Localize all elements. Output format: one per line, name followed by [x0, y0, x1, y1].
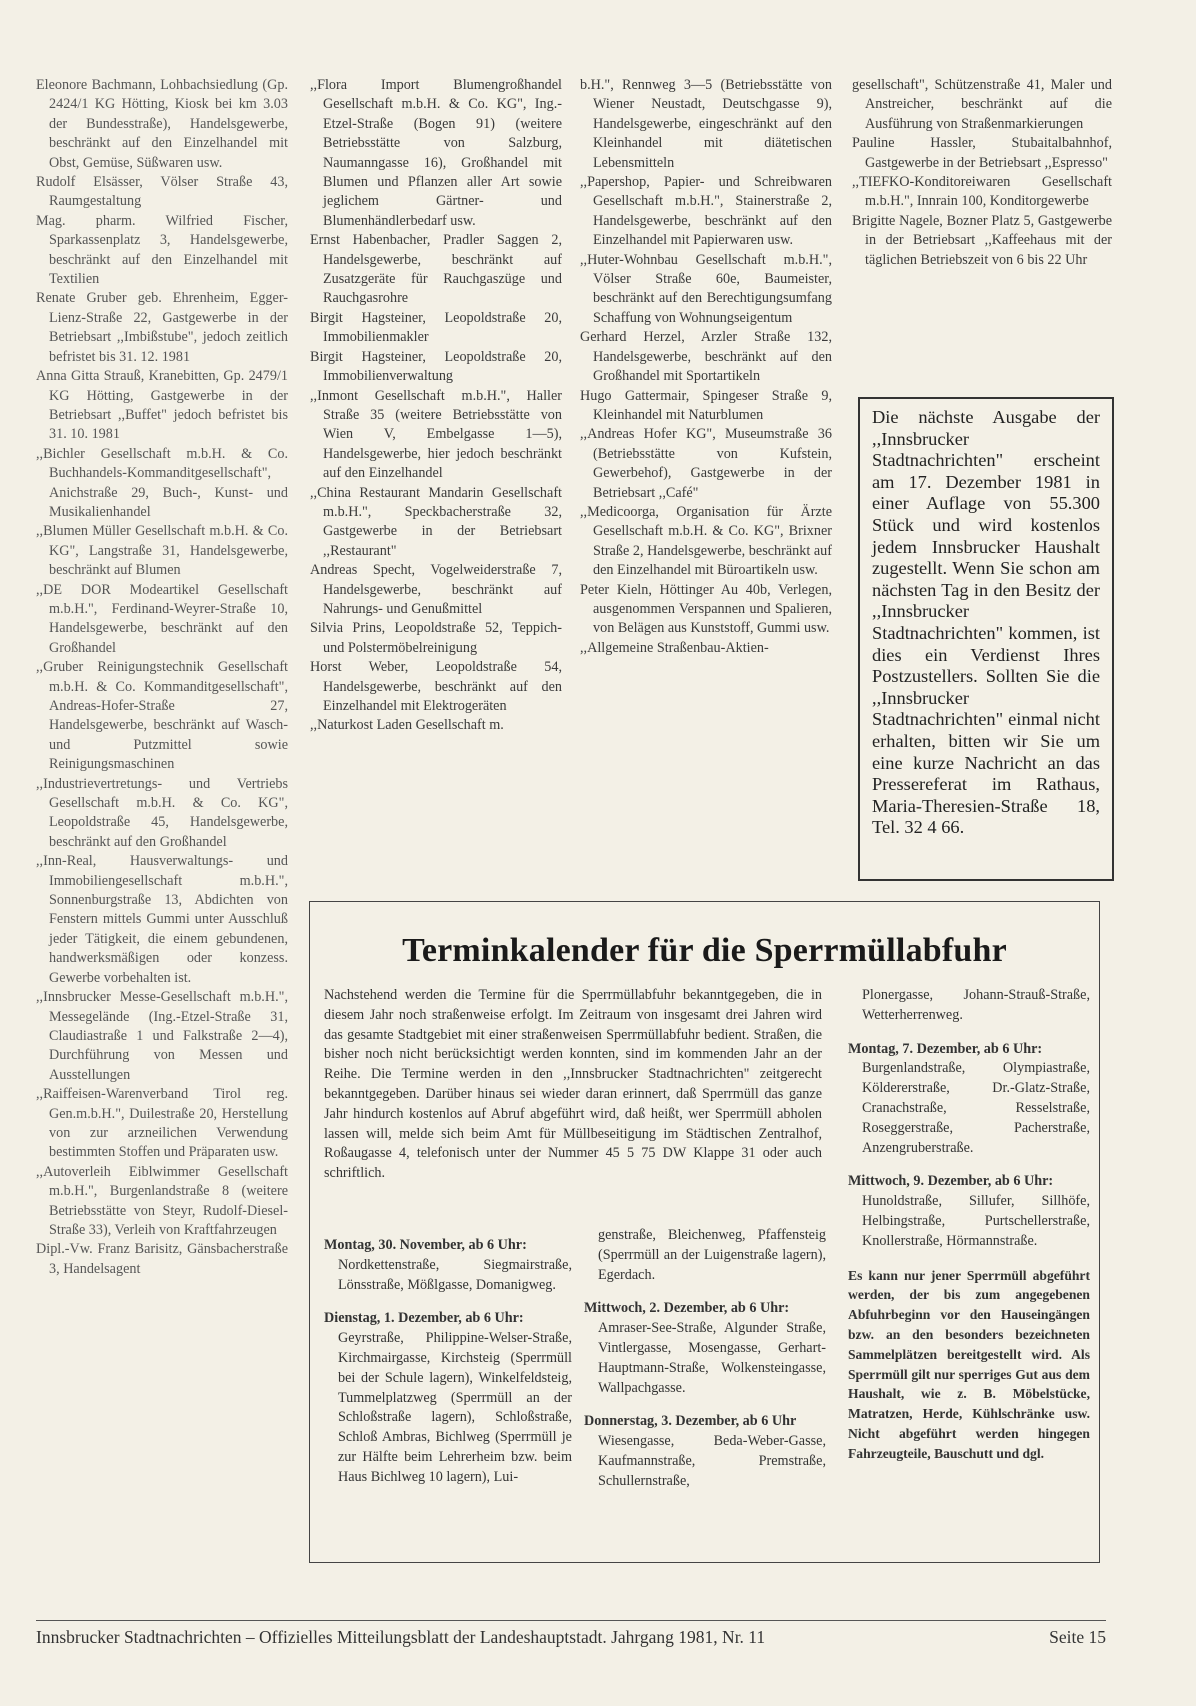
- schedule-monday-30: [324, 1236, 572, 1295]
- column-3-registrations: [580, 76, 832, 658]
- schedule-streets: Nordkettenstraße, Siegmairstraße, Lönsstraße, Mößlgasse, Domanigweg.: [338, 1256, 572, 1293]
- entry: Rudolf Elsässer, Völser Straße 43, Raumgestaltung: [36, 174, 288, 210]
- calendar-intro-text: Nachstehend werden die Termine für die Sperrmüllabfuhr bekanntgegeben, die in diesem Jahr noch straßenweise erfolgt. Im Zeitraum von insgesamt drei Jahren wird das gesamte Stadtgebiet mit einer straßenweisen Sperrmüllabfuhr bedient. Straßen, die bisher noch nicht berücksichtigt werden konnten, sind im kommenden Jahr an der Reihe. Die Termine werden in den ,,Innsbrucker Stadtnachrichten" zeitgerecht bekanntgegeben. Darüber hinaus sei wieder daran erinnert, daß Sperrmüll das ganze Jahr hindurch kostenlos auf Abruf abgeführt wird, daß heißt, wer Sperrmüll abholen lassen will, melde sich beim Amt für Müllbeseitigung im Städtischen Zentralhof, Roßaugasse 4, telefonisch unter der Nummer 45 5 75 DW Klappe 31 oder auch schriftlich.: [324, 987, 822, 1182]
- schedule-day-heading: Montag, 30. November, ab 6 Uhr:: [324, 1237, 527, 1253]
- calendar-intro: [324, 986, 822, 1184]
- entry: ,,Inmont Gesellschaft m.b.H.", Haller Straße 35 (weitere Betriebsstätte von Wien V, Embelgasse 1—5), Handelsgewerbe, hier jedoch beschränkt auf den Einzelhandel: [310, 387, 562, 482]
- entry: Birgit Hagsteiner, Leopoldstraße 20, Immobilienmakler: [310, 309, 562, 346]
- schedule-thursday-3: [584, 1412, 826, 1491]
- entry: Silvia Prins, Leopoldstraße 52, Teppich- und Polstermöbelreinigung: [310, 620, 562, 656]
- schedule-day-heading: Montag, 7. Dezember, ab 6 Uhr:: [848, 1040, 1043, 1057]
- schedule-streets: Hunoldstraße, Sillufer, Sillhöfe, Helbingstraße, Purtschellerstraße, Knollerstraße, Hörmannstraße.: [862, 1193, 1090, 1249]
- calendar-column-middle: [584, 1226, 826, 1506]
- entry: ,,Huter-Wohnbau Gesellschaft m.b.H.", Völser Straße 60e, Baumeister, beschränkt auf den Berechtigungsumfang Schaffung von Wohnungseigentum: [580, 251, 832, 326]
- entry: b.H.", Rennweg 3—5 (Betriebsstätte von Wiener Neustadt, Deutschgasse 9), Handelsgewerbe, eingeschränkt auf den Kleinhandel mit diätetischen Lebensmitteln: [580, 77, 832, 171]
- entry: Renate Gruber geb. Ehrenheim, Egger-Lienz-Straße 22, Gastgewerbe in der Betriebsart ,,Imbißstube", jedoch zeitlich befristet bis 31. 12. 1981: [36, 290, 288, 365]
- entry: Horst Weber, Leopoldstraße 54, Handelsgewerbe, beschränkt auf den Einzelhandel mit Elektrogeräten: [310, 659, 562, 714]
- schedule-streets: Wiesengasse, Beda-Weber-Gasse, Kaufmannstraße, Premstraße, Schullernstraße,: [598, 1433, 826, 1489]
- entry: Hugo Gattermair, Spingeser Straße 9, Kleinhandel mit Naturblumen: [580, 387, 832, 423]
- schedule-streets: genstraße, Bleichenweg, Pfaffensteig (Sperrmüll an der Luigenstraße lagern), Egerdach.: [598, 1227, 826, 1283]
- schedule-streets: Burgenlandstraße, Olympiastraße, Köldererstraße, Dr.-Glatz-Straße, Cranachstraße, Resselstraße, Roseggerstraße, Pacherstraße, Anzengruberstraße.: [862, 1060, 1090, 1156]
- schedule-tuesday-1: [324, 1309, 572, 1487]
- column-1-registrations: [36, 76, 288, 1279]
- entry: Anna Gitta Strauß, Kranebitten, Gp. 2479/1 KG Hötting, Gastgewerbe in der Betriebsart ,,Buffet" jedoch befristet bis 31. 10. 1981: [36, 368, 288, 443]
- entry: Gerhard Herzel, Arzler Straße 132, Handelsgewerbe, beschränkt auf den Großhandel mit Sportartikeln: [580, 329, 832, 385]
- bulky-waste-warning: Es kann nur jener Sperrmüll abgeführt werden, der bis zum angegebenen Abfuhrbeginn vor den Hauseingängen bzw. an den besonders bezeichneten Sammelplätzen bereitgestellt wird. Als Sperrmüll gilt nur sperriges Gut aus dem Haushalt, wie z. B. Möbelstücke, Matratzen, Herde, Kühlschränke usw. Nicht abgeführt werden hingegen Fahrzeugteile, Bauschutt und dgl.: [848, 1267, 1090, 1461]
- entry: ,,Naturkost Laden Gesellschaft m.: [310, 717, 504, 734]
- next-issue-notice-text: Die nächste Ausgabe der ,,Innsbrucker Stadtnachrichten" erscheint am 17. Dezember 1981 in einer Auflage von 55.300 Stück und wird kostenlos jedem Innsbrucker Haushalt zugestellt. Wenn Sie schon am nächsten Tag in den Besitz der ,,Innsbrucker Stadtnachrichten" kommen, ist dies ein Verdienst Ihres Postzustellers. Sollten Sie die ,,Innsbrucker Stadtnachrichten" einmal nicht erhalten, bitten wir Sie um eine kurze Nachricht an das Pressereferat im Rathaus, Maria-Theresien-Straße 18, Tel. 32 4 66.: [872, 407, 1100, 838]
- schedule-day-heading: Donnerstag, 3. Dezember, ab 6 Uhr: [584, 1413, 797, 1430]
- entry: Birgit Hagsteiner, Leopoldstraße 20, Immobilienverwaltung: [310, 348, 562, 385]
- entry: Pauline Hassler, Stubaitalbahnhof, Gastgewerbe in der Betriebsart ,,Espresso": [852, 135, 1112, 171]
- entry: ,,Autoverleih Eiblwimmer Gesellschaft m.b.H.", Burgenlandstraße 8 (weitere Betriebsstätte von Steyr, Rudolf-Diesel-Straße 33), Verleih von Kraftfahrzeugen: [36, 1163, 288, 1238]
- column-4-registrations: [852, 76, 1112, 270]
- entry: ,,Andreas Hofer KG", Museumstraße 36 (Betriebsstätte von Kufstein, Gewerbehof), Gastgewerbe in der Betriebsart ,,Café": [580, 426, 832, 501]
- next-issue-notice-box: [858, 397, 1114, 881]
- calendar-title: Terminkalender für die Sperrmüllabfuhr: [402, 932, 1007, 969]
- schedule-wednesday-2: [584, 1299, 826, 1398]
- schedule-thursday-3-continued: [848, 986, 1090, 1026]
- entry: ,,Innsbrucker Messe-Gesellschaft m.b.H.", Messegelände (Ing.-Etzel-Straße 31, Claudiastraße 1 und Falkstraße 2—4), Durchführung von Messen und Ausstellungen: [36, 989, 288, 1083]
- entry: ,,Bichler Gesellschaft m.b.H. & Co. Buchhandels-Kommanditgesellschaft", Anichstraße 29, Buch-, Kunst- und Musikalienhandel: [36, 445, 288, 520]
- schedule-day-heading: Mittwoch, 2. Dezember, ab 6 Uhr:: [584, 1300, 790, 1317]
- entry: Eleonore Bachmann, Lohbachsiedlung (Gp. 2424/1 KG Hötting, Kiosk bei km 3.03 der Bundesstraße), Handelsgewerbe, beschränkt auf den Einzelhandel mit Obst, Gemüse, Süßwaren usw.: [36, 77, 288, 171]
- schedule-wednesday-9: [848, 1172, 1090, 1251]
- schedule-streets: Amraser-See-Straße, Algunder Straße, Vintlergasse, Mosengasse, Gerhart-Hauptmann-Straße, Wolkensteingasse, Wallpachgasse.: [598, 1320, 826, 1396]
- entry: ,,Papershop, Papier- und Schreibwaren Gesellschaft m.b.H.", Stainerstraße 2, Handelsgewerbe, beschränkt auf den Einzelhandel mit Papierwaren usw.: [580, 174, 832, 249]
- entry: Dipl.-Vw. Franz Barisitz, Gänsbacherstraße 3, Handelsagent: [36, 1241, 288, 1277]
- page-number: Seite 15: [1049, 1627, 1106, 1647]
- schedule-tuesday-1-continued: [584, 1226, 826, 1285]
- schedule-day-heading: Mittwoch, 9. Dezember, ab 6 Uhr:: [848, 1173, 1054, 1190]
- schedule-day-heading: Dienstag, 1. Dezember, ab 6 Uhr:: [324, 1310, 524, 1327]
- entry: Brigitte Nagele, Bozner Platz 5, Gastgewerbe in der Betriebsart ,,Kaffeehaus mit der täglichen Betriebszeit von 6 bis 22 Uhr: [852, 212, 1112, 268]
- calendar-column-left: [324, 1226, 572, 1502]
- entry: Andreas Specht, Vogelweiderstraße 7, Handelsgewerbe, beschränkt auf Nahrungs- und Genußmittel: [310, 562, 562, 617]
- entry: ,,China Restaurant Mandarin Gesellschaft m.b.H.", Speckbacherstraße 32, Gastgewerbe in der Betriebsart ,,Restaurant": [310, 484, 562, 559]
- entry: ,,Industrievertretungs- und Vertriebs Gesellschaft m.b.H. & Co. KG", Leopoldstraße 45, Handelsgewerbe, beschränkt auf den Großhandel: [36, 775, 288, 850]
- entry: Ernst Habenbacher, Pradler Saggen 2, Handelsgewerbe, beschränkt auf Zusatzgeräte für Rauchgaszüge und Rauchgasrohre: [310, 232, 562, 307]
- entry: ,,Raiffeisen-Warenverband Tirol reg. Gen.m.b.H.", Duilestraße 20, Herstellung von zur arzneilichen Verwendung bestimmten Stoffen und Präparaten usw.: [36, 1086, 288, 1161]
- entry: Peter Kieln, Höttinger Au 40b, Verlegen, ausgenommen Verspannen und Spalieren, von Belägen aus Kunststoff, Gummi usw.: [580, 581, 832, 637]
- entry: ,,Gruber Reinigungstechnik Gesellschaft m.b.H. & Co. Kommanditgesellschaft", Andreas-Hofer-Straße 27, Handelsgewerbe, beschränkt auf Wasch- und Putzmittel sowie Reinigungsmaschinen: [36, 659, 288, 773]
- sperrmuell-calendar-box: [309, 901, 1100, 1563]
- schedule-streets: Plonergasse, Johann-Strauß-Straße, Wetterherrenweg.: [862, 987, 1090, 1023]
- schedule-streets: Geyrstraße, Philippine-Welser-Straße, Kirchmairgasse, Kirchsteig (Sperrmüll bei der Schule lagern), Winkelfeldsteig, Tummelplatzweg (Sperrmüll an der Schloßstraße lagern), Schloßstraße, Schloß Ambras, Bichlweg (Sperrmüll je zur Hälfte beim Lehrerheim bzw. beim Haus Bichlweg 10 lagern), Lui-: [338, 1330, 572, 1485]
- calendar-column-right: [848, 986, 1090, 1464]
- entry: ,,Medicoorga, Organisation für Ärzte Gesellschaft m.b.H. & Co. KG", Brixner Straße 2, Handelsgewerbe, beschränkt auf den Einzelhandel mit Büroartikeln usw.: [580, 503, 832, 579]
- entry: ,,Flora Import Blumengroßhandel Gesellschaft m.b.H. & Co. KG", Ing.-Etzel-Straße (Bogen 91) (weitere Betriebsstätte von Salzburg, Naumanngasse 16), Großhandel mit Blumen und Pflanzen aller Art sowie jeglichem Gärtner- und Blumenhändlerbedarf usw.: [310, 77, 562, 229]
- page-footer: [36, 1620, 1106, 1647]
- entry: ,,Allgemeine Straßenbau-Aktien-: [580, 639, 769, 656]
- entry: ,,TIEFKO-Konditoreiwaren Gesellschaft m.b.H.", Innrain 100, Konditorgewerbe: [852, 174, 1112, 210]
- entry: ,,Inn-Real, Hausverwaltungs- und Immobiliengesellschaft m.b.H.", Sonnenburgstraße 13, Abdichten von Fenstern mittels Gummi unter Ausschluß jeder Tätigkeit, die einem gebundenen, handwerksmäßigen oder konzess. Gewerbe vorbehalten ist.: [36, 853, 288, 986]
- column-2-registrations: [310, 76, 562, 736]
- entry: gesellschaft", Schützenstraße 41, Maler und Anstreicher, beschränkt auf die Ausführung von Straßenmarkierungen: [852, 77, 1112, 132]
- entry: ,,DE DOR Modeartikel Gesellschaft m.b.H.", Ferdinand-Weyrer-Straße 10, Handelsgewerbe, beschränkt auf den Großhandel: [36, 581, 288, 656]
- entry: ,,Blumen Müller Gesellschaft m.b.H. & Co. KG", Langstraße 31, Handelsgewerbe, beschränkt auf Blumen: [36, 523, 288, 579]
- publication-line: Innsbrucker Stadtnachrichten – Offizielles Mitteilungsblatt der Landeshauptstadt. Jahrgang 1981, Nr. 11: [36, 1627, 766, 1647]
- entry: Mag. pharm. Wilfried Fischer, Sparkassenplatz 3, Handelsgewerbe, beschränkt auf den Einzelhandel mit Textilien: [36, 212, 288, 288]
- schedule-monday-7: [848, 1040, 1090, 1159]
